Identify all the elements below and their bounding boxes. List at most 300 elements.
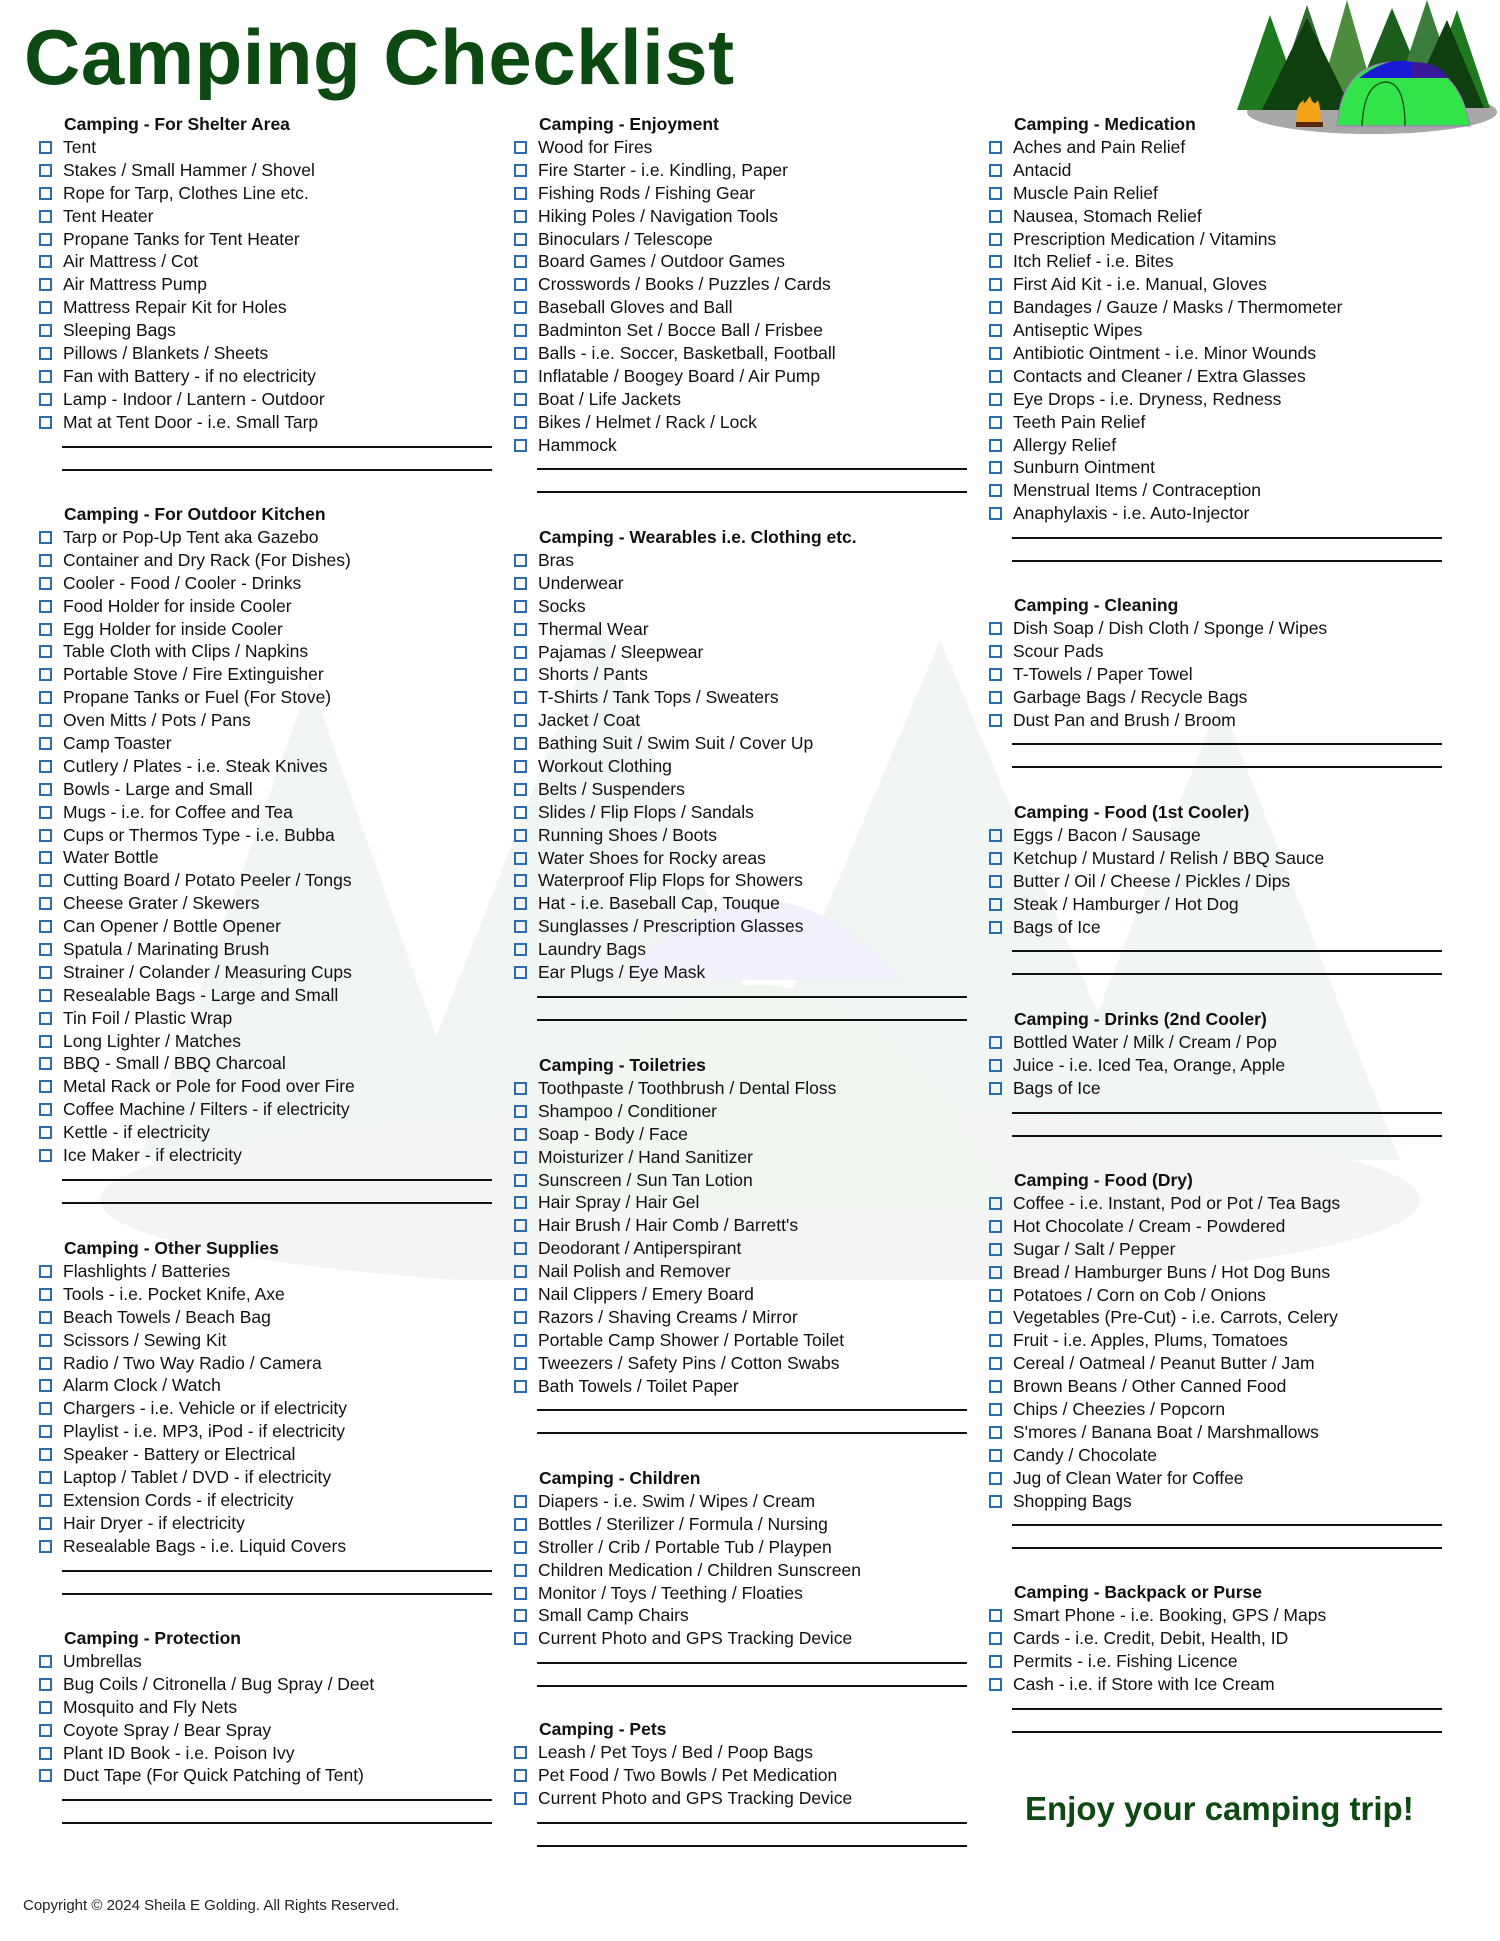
checkbox-icon[interactable] — [514, 324, 527, 337]
checkbox-icon[interactable] — [514, 347, 527, 360]
checklist-item[interactable] — [40, 709, 492, 732]
checklist-item[interactable] — [515, 228, 967, 251]
checklist-item[interactable] — [515, 388, 967, 411]
checkbox-icon[interactable] — [514, 301, 527, 314]
checklist-item[interactable] — [40, 1420, 492, 1443]
checkbox-icon[interactable] — [989, 1334, 1002, 1347]
checklist-item[interactable] — [40, 915, 492, 938]
checklist-item[interactable] — [40, 1742, 492, 1765]
checklist-item[interactable] — [990, 893, 1442, 916]
checklist-item[interactable] — [40, 1673, 492, 1696]
checkbox-icon[interactable] — [39, 760, 52, 773]
checklist-item[interactable] — [515, 1604, 967, 1627]
checklist-item[interactable] — [990, 847, 1442, 870]
write-in-line[interactable] — [1012, 560, 1442, 562]
checklist-item[interactable] — [990, 1215, 1442, 1238]
checkbox-icon[interactable] — [514, 1265, 527, 1278]
checklist-item[interactable] — [515, 572, 967, 595]
checkbox-icon[interactable] — [514, 600, 527, 613]
checkbox-icon[interactable] — [514, 370, 527, 383]
checklist-item[interactable] — [40, 136, 492, 159]
checklist-item[interactable] — [515, 411, 967, 434]
checkbox-icon[interactable] — [39, 874, 52, 887]
checklist-item[interactable] — [40, 1764, 492, 1787]
checklist-item[interactable] — [515, 1352, 967, 1375]
checkbox-icon[interactable] — [514, 852, 527, 865]
checkbox-icon[interactable] — [514, 1587, 527, 1600]
checklist-item[interactable] — [990, 342, 1442, 365]
checklist-item[interactable] — [990, 250, 1442, 273]
checklist-item[interactable] — [990, 319, 1442, 342]
checklist-item[interactable] — [515, 1787, 967, 1810]
checklist-item[interactable] — [515, 1237, 967, 1260]
checkbox-icon[interactable] — [39, 554, 52, 567]
checkbox-icon[interactable] — [514, 668, 527, 681]
checkbox-icon[interactable] — [989, 1266, 1002, 1279]
checklist-item[interactable] — [40, 1283, 492, 1306]
checkbox-icon[interactable] — [39, 806, 52, 819]
checkbox-icon[interactable] — [514, 966, 527, 979]
checklist-item[interactable] — [515, 847, 967, 870]
checklist-item[interactable] — [515, 1169, 967, 1192]
checklist-item[interactable] — [515, 1146, 967, 1169]
checklist-item[interactable] — [40, 1030, 492, 1053]
checklist-item[interactable] — [40, 824, 492, 847]
checklist-item[interactable] — [515, 732, 967, 755]
checklist-item[interactable] — [40, 182, 492, 205]
checkbox-icon[interactable] — [39, 966, 52, 979]
checklist-item[interactable] — [40, 273, 492, 296]
write-in-line[interactable] — [1012, 950, 1442, 952]
checkbox-icon[interactable] — [989, 1059, 1002, 1072]
checklist-item[interactable] — [40, 1329, 492, 1352]
checkbox-icon[interactable] — [514, 1769, 527, 1782]
checkbox-icon[interactable] — [39, 1265, 52, 1278]
checkbox-icon[interactable] — [39, 531, 52, 544]
checkbox-icon[interactable] — [989, 1449, 1002, 1462]
checklist-item[interactable] — [515, 801, 967, 824]
checklist-item[interactable] — [515, 824, 967, 847]
checklist-item[interactable] — [40, 1696, 492, 1719]
checkbox-icon[interactable] — [39, 600, 52, 613]
checklist-item[interactable] — [515, 595, 967, 618]
checklist-item[interactable] — [40, 1719, 492, 1742]
checkbox-icon[interactable] — [989, 439, 1002, 452]
checklist-item[interactable] — [990, 709, 1442, 732]
checkbox-icon[interactable] — [39, 164, 52, 177]
checkbox-icon[interactable] — [989, 898, 1002, 911]
checklist-item[interactable] — [40, 1650, 492, 1673]
checklist-item[interactable] — [990, 824, 1442, 847]
checklist-item[interactable] — [40, 1489, 492, 1512]
checkbox-icon[interactable] — [514, 737, 527, 750]
checkbox-icon[interactable] — [39, 347, 52, 360]
write-in-line[interactable] — [1012, 537, 1442, 539]
checklist-item[interactable] — [990, 1329, 1442, 1352]
checklist-item[interactable] — [990, 479, 1442, 502]
checkbox-icon[interactable] — [39, 393, 52, 406]
checklist-item[interactable] — [40, 228, 492, 251]
checklist-item[interactable] — [990, 228, 1442, 251]
checklist-item[interactable] — [515, 182, 967, 205]
checklist-item[interactable] — [515, 618, 967, 641]
checkbox-icon[interactable] — [39, 1701, 52, 1714]
checklist-item[interactable] — [40, 1007, 492, 1030]
checklist-item[interactable] — [515, 296, 967, 319]
checkbox-icon[interactable] — [39, 920, 52, 933]
checklist-item[interactable] — [990, 1284, 1442, 1307]
checklist-item[interactable] — [990, 205, 1442, 228]
checkbox-icon[interactable] — [514, 210, 527, 223]
checkbox-icon[interactable] — [989, 484, 1002, 497]
checkbox-icon[interactable] — [989, 1609, 1002, 1622]
checkbox-icon[interactable] — [989, 1220, 1002, 1233]
checklist-item[interactable] — [40, 526, 492, 549]
checklist-item[interactable] — [40, 572, 492, 595]
checkbox-icon[interactable] — [39, 1379, 52, 1392]
checkbox-icon[interactable] — [989, 1655, 1002, 1668]
checkbox-icon[interactable] — [514, 1380, 527, 1393]
write-in-line[interactable] — [1012, 1524, 1442, 1526]
checklist-item[interactable] — [40, 1374, 492, 1397]
checkbox-icon[interactable] — [989, 370, 1002, 383]
checklist-item[interactable] — [990, 159, 1442, 182]
write-in-line[interactable] — [62, 1822, 492, 1824]
checkbox-icon[interactable] — [514, 141, 527, 154]
checklist-item[interactable] — [990, 388, 1442, 411]
checkbox-icon[interactable] — [39, 1425, 52, 1438]
checklist-item[interactable] — [515, 892, 967, 915]
checkbox-icon[interactable] — [514, 714, 527, 727]
checklist-item[interactable] — [990, 1673, 1442, 1696]
checklist-item[interactable] — [40, 1352, 492, 1375]
write-in-line[interactable] — [1012, 743, 1442, 745]
checkbox-icon[interactable] — [989, 1472, 1002, 1485]
checklist-item[interactable] — [990, 1054, 1442, 1077]
checkbox-icon[interactable] — [514, 1334, 527, 1347]
checkbox-icon[interactable] — [514, 1128, 527, 1141]
checklist-item[interactable] — [515, 1306, 967, 1329]
checklist-item[interactable] — [990, 1306, 1442, 1329]
checkbox-icon[interactable] — [989, 921, 1002, 934]
checkbox-icon[interactable] — [989, 210, 1002, 223]
write-in-line[interactable] — [1012, 973, 1442, 975]
write-in-line[interactable] — [537, 1685, 967, 1687]
checkbox-icon[interactable] — [989, 1678, 1002, 1691]
checklist-item[interactable] — [40, 892, 492, 915]
checkbox-icon[interactable] — [989, 416, 1002, 429]
checklist-item[interactable] — [40, 1306, 492, 1329]
checkbox-icon[interactable] — [989, 1403, 1002, 1416]
checkbox-icon[interactable] — [39, 255, 52, 268]
checklist-item[interactable] — [515, 1214, 967, 1237]
checklist-item[interactable] — [40, 801, 492, 824]
checklist-item[interactable] — [515, 755, 967, 778]
checklist-item[interactable] — [40, 755, 492, 778]
checkbox-icon[interactable] — [39, 668, 52, 681]
checklist-item[interactable] — [40, 342, 492, 365]
checklist-item[interactable] — [990, 686, 1442, 709]
checkbox-icon[interactable] — [39, 416, 52, 429]
checkbox-icon[interactable] — [514, 1219, 527, 1232]
checkbox-icon[interactable] — [989, 255, 1002, 268]
checkbox-icon[interactable] — [989, 233, 1002, 246]
checkbox-icon[interactable] — [39, 691, 52, 704]
checkbox-icon[interactable] — [39, 1103, 52, 1116]
checkbox-icon[interactable] — [39, 943, 52, 956]
checkbox-icon[interactable] — [39, 1517, 52, 1530]
checklist-item[interactable] — [40, 388, 492, 411]
checkbox-icon[interactable] — [989, 187, 1002, 200]
write-in-line[interactable] — [537, 996, 967, 998]
checkbox-icon[interactable] — [989, 1357, 1002, 1370]
checklist-item[interactable] — [515, 549, 967, 572]
checkbox-icon[interactable] — [39, 1678, 52, 1691]
checklist-item[interactable] — [990, 1604, 1442, 1627]
checkbox-icon[interactable] — [989, 622, 1002, 635]
checklist-item[interactable] — [990, 1238, 1442, 1261]
checkbox-icon[interactable] — [514, 1609, 527, 1622]
checklist-item[interactable] — [990, 1031, 1442, 1054]
checkbox-icon[interactable] — [39, 829, 52, 842]
write-in-line[interactable] — [1012, 1547, 1442, 1549]
checklist-item[interactable] — [40, 296, 492, 319]
checklist-item[interactable] — [515, 938, 967, 961]
checkbox-icon[interactable] — [514, 646, 527, 659]
write-in-line[interactable] — [537, 491, 967, 493]
checkbox-icon[interactable] — [514, 439, 527, 452]
checklist-item[interactable] — [515, 1536, 967, 1559]
checkbox-icon[interactable] — [989, 1632, 1002, 1645]
checkbox-icon[interactable] — [514, 1495, 527, 1508]
checkbox-icon[interactable] — [39, 1747, 52, 1760]
checklist-item[interactable] — [990, 870, 1442, 893]
checkbox-icon[interactable] — [514, 1196, 527, 1209]
checklist-item[interactable] — [40, 1052, 492, 1075]
checklist-item[interactable] — [990, 640, 1442, 663]
checkbox-icon[interactable] — [514, 943, 527, 956]
checklist-item[interactable] — [40, 640, 492, 663]
checklist-item[interactable] — [515, 1559, 967, 1582]
checklist-item[interactable] — [515, 1375, 967, 1398]
checkbox-icon[interactable] — [39, 1012, 52, 1025]
checkbox-icon[interactable] — [39, 1035, 52, 1048]
checklist-item[interactable] — [990, 434, 1442, 457]
checkbox-icon[interactable] — [39, 301, 52, 314]
checklist-item[interactable] — [40, 869, 492, 892]
checklist-item[interactable] — [40, 595, 492, 618]
checklist-item[interactable] — [40, 846, 492, 869]
checkbox-icon[interactable] — [39, 783, 52, 796]
checkbox-icon[interactable] — [514, 1242, 527, 1255]
checklist-item[interactable] — [990, 1650, 1442, 1673]
checklist-item[interactable] — [515, 1513, 967, 1536]
checkbox-icon[interactable] — [514, 691, 527, 704]
checklist-item[interactable] — [990, 1627, 1442, 1650]
checklist-item[interactable] — [990, 663, 1442, 686]
write-in-line[interactable] — [62, 1179, 492, 1181]
checklist-item[interactable] — [990, 1192, 1442, 1215]
checklist-item[interactable] — [515, 663, 967, 686]
checkbox-icon[interactable] — [39, 1357, 52, 1370]
checklist-item[interactable] — [515, 365, 967, 388]
checkbox-icon[interactable] — [989, 347, 1002, 360]
checklist-item[interactable] — [40, 1075, 492, 1098]
checklist-item[interactable] — [990, 365, 1442, 388]
checkbox-icon[interactable] — [989, 1197, 1002, 1210]
checklist-item[interactable] — [515, 273, 967, 296]
checkbox-icon[interactable] — [989, 393, 1002, 406]
checklist-item[interactable] — [515, 1582, 967, 1605]
checkbox-icon[interactable] — [39, 1149, 52, 1162]
checklist-item[interactable] — [515, 1764, 967, 1787]
checkbox-icon[interactable] — [39, 1769, 52, 1782]
checkbox-icon[interactable] — [39, 370, 52, 383]
checkbox-icon[interactable] — [989, 1243, 1002, 1256]
write-in-line[interactable] — [1012, 1708, 1442, 1710]
checkbox-icon[interactable] — [989, 1311, 1002, 1324]
checklist-item[interactable] — [515, 342, 967, 365]
checklist-item[interactable] — [515, 961, 967, 984]
checkbox-icon[interactable] — [514, 187, 527, 200]
checklist-item[interactable] — [515, 159, 967, 182]
checkbox-icon[interactable] — [514, 233, 527, 246]
write-in-line[interactable] — [1012, 1731, 1442, 1733]
write-in-line[interactable] — [537, 1409, 967, 1411]
checkbox-icon[interactable] — [39, 577, 52, 590]
checkbox-icon[interactable] — [989, 301, 1002, 314]
checklist-item[interactable] — [990, 1421, 1442, 1444]
checklist-item[interactable] — [40, 1121, 492, 1144]
checkbox-icon[interactable] — [989, 714, 1002, 727]
write-in-line[interactable] — [62, 1202, 492, 1204]
checkbox-icon[interactable] — [39, 1471, 52, 1484]
checkbox-icon[interactable] — [989, 1495, 1002, 1508]
checkbox-icon[interactable] — [989, 691, 1002, 704]
checklist-item[interactable] — [40, 618, 492, 641]
checkbox-icon[interactable] — [514, 1288, 527, 1301]
checkbox-icon[interactable] — [514, 1792, 527, 1805]
checkbox-icon[interactable] — [514, 1564, 527, 1577]
checkbox-icon[interactable] — [989, 164, 1002, 177]
write-in-line[interactable] — [1012, 766, 1442, 768]
checkbox-icon[interactable] — [39, 1655, 52, 1668]
checkbox-icon[interactable] — [514, 783, 527, 796]
checklist-item[interactable] — [40, 365, 492, 388]
checkbox-icon[interactable] — [39, 1057, 52, 1070]
checklist-item[interactable] — [515, 1283, 967, 1306]
checklist-item[interactable] — [990, 1077, 1442, 1100]
checkbox-icon[interactable] — [39, 897, 52, 910]
checklist-item[interactable] — [990, 1375, 1442, 1398]
checklist-item[interactable] — [40, 1443, 492, 1466]
checklist-item[interactable] — [990, 1444, 1442, 1467]
checkbox-icon[interactable] — [39, 1724, 52, 1737]
checkbox-icon[interactable] — [514, 920, 527, 933]
checklist-item[interactable] — [40, 1512, 492, 1535]
checkbox-icon[interactable] — [989, 1380, 1002, 1393]
checkbox-icon[interactable] — [514, 554, 527, 567]
checklist-item[interactable] — [990, 182, 1442, 205]
checkbox-icon[interactable] — [514, 393, 527, 406]
checklist-item[interactable] — [40, 1397, 492, 1420]
checklist-item[interactable] — [515, 1329, 967, 1352]
checkbox-icon[interactable] — [39, 324, 52, 337]
checkbox-icon[interactable] — [39, 623, 52, 636]
checkbox-icon[interactable] — [39, 737, 52, 750]
checkbox-icon[interactable] — [989, 1036, 1002, 1049]
checkbox-icon[interactable] — [39, 851, 52, 864]
checklist-item[interactable] — [515, 1490, 967, 1513]
checkbox-icon[interactable] — [989, 278, 1002, 291]
checkbox-icon[interactable] — [39, 210, 52, 223]
checklist-item[interactable] — [40, 984, 492, 1007]
checklist-item[interactable] — [40, 319, 492, 342]
checklist-item[interactable] — [40, 938, 492, 961]
checklist-item[interactable] — [515, 319, 967, 342]
checklist-item[interactable] — [515, 434, 967, 457]
checkbox-icon[interactable] — [989, 668, 1002, 681]
checkbox-icon[interactable] — [514, 1632, 527, 1645]
checkbox-icon[interactable] — [989, 461, 1002, 474]
checkbox-icon[interactable] — [39, 714, 52, 727]
write-in-line[interactable] — [62, 1593, 492, 1595]
checkbox-icon[interactable] — [39, 233, 52, 246]
checklist-item[interactable] — [515, 205, 967, 228]
checklist-item[interactable] — [990, 916, 1442, 939]
checklist-item[interactable] — [990, 273, 1442, 296]
write-in-line[interactable] — [62, 1799, 492, 1801]
checkbox-icon[interactable] — [989, 852, 1002, 865]
checkbox-icon[interactable] — [39, 1288, 52, 1301]
checkbox-icon[interactable] — [989, 645, 1002, 658]
checklist-item[interactable] — [515, 1741, 967, 1764]
checklist-item[interactable] — [990, 1261, 1442, 1284]
checkbox-icon[interactable] — [514, 164, 527, 177]
checkbox-icon[interactable] — [39, 989, 52, 1002]
checkbox-icon[interactable] — [39, 1080, 52, 1093]
checklist-item[interactable] — [515, 136, 967, 159]
checklist-item[interactable] — [515, 641, 967, 664]
checkbox-icon[interactable] — [514, 874, 527, 887]
checklist-item[interactable] — [990, 1467, 1442, 1490]
write-in-line[interactable] — [537, 1845, 967, 1847]
checkbox-icon[interactable] — [39, 1494, 52, 1507]
checklist-item[interactable] — [40, 663, 492, 686]
checkbox-icon[interactable] — [39, 278, 52, 291]
write-in-line[interactable] — [537, 1822, 967, 1824]
checkbox-icon[interactable] — [989, 507, 1002, 520]
write-in-line[interactable] — [537, 1662, 967, 1664]
checkbox-icon[interactable] — [514, 1105, 527, 1118]
checklist-item[interactable] — [40, 250, 492, 273]
checklist-item[interactable] — [515, 250, 967, 273]
write-in-line[interactable] — [1012, 1112, 1442, 1114]
checklist-item[interactable] — [40, 549, 492, 572]
write-in-line[interactable] — [1012, 1135, 1442, 1137]
checkbox-icon[interactable] — [514, 1151, 527, 1164]
checkbox-icon[interactable] — [514, 1357, 527, 1370]
checklist-item[interactable] — [40, 205, 492, 228]
checklist-item[interactable] — [515, 869, 967, 892]
checklist-item[interactable] — [40, 1260, 492, 1283]
checklist-item[interactable] — [40, 732, 492, 755]
checklist-item[interactable] — [515, 1627, 967, 1650]
checkbox-icon[interactable] — [989, 829, 1002, 842]
checklist-item[interactable] — [515, 1123, 967, 1146]
checkbox-icon[interactable] — [514, 760, 527, 773]
checkbox-icon[interactable] — [514, 623, 527, 636]
